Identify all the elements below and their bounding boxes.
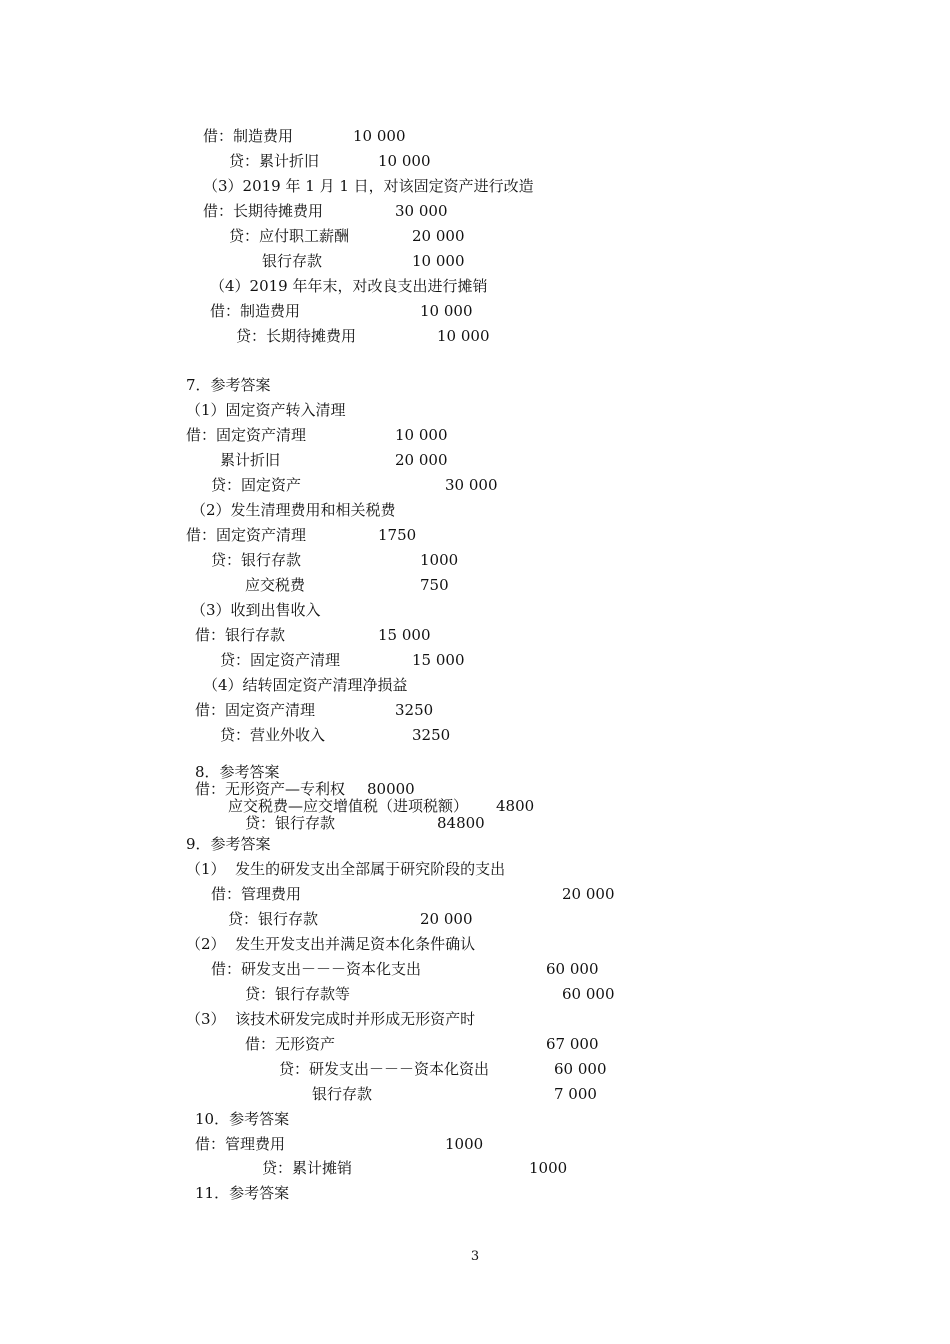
- entry-text-l33: （2） 发生开发支出并满足资本化条件确认: [186, 935, 476, 953]
- entry-text-l26: 借：无形资产—专利权: [195, 780, 346, 798]
- entry-text-l10: 7．参考答案: [186, 376, 271, 394]
- entry-amount-l34: 60 000: [546, 960, 599, 978]
- entry-text-l38: 贷：研发支出－－－资本化资出: [279, 1060, 490, 1078]
- entry-amount-l42: 1000: [529, 1159, 568, 1177]
- entry-amount-l41: 1000: [445, 1135, 484, 1153]
- entry-text-l34: 借：研发支出－－－资本化支出: [211, 960, 422, 978]
- entry-amount-l13: 20 000: [395, 451, 448, 469]
- entry-amount-l39: 7 000: [554, 1085, 597, 1103]
- entry-amount-l31: 20 000: [562, 885, 615, 903]
- entry-amount-l24: 3250: [412, 726, 451, 744]
- entry-text-l24: 贷：营业外收入: [220, 726, 326, 744]
- entry-amount-l35: 60 000: [562, 985, 615, 1003]
- entry-text-l28: 贷：银行存款: [245, 814, 336, 832]
- entry-amount-l09: 10 000: [437, 327, 490, 345]
- entry-amount-l02: 10 000: [378, 152, 431, 170]
- entry-amount-l08: 10 000: [420, 302, 473, 320]
- entry-text-l18: 应交税费: [245, 576, 306, 594]
- entry-amount-l12: 10 000: [395, 426, 448, 444]
- entry-amount-l21: 15 000: [412, 651, 465, 669]
- entry-amount-l23: 3250: [395, 701, 434, 719]
- entry-text-l41: 借：管理费用: [195, 1135, 286, 1153]
- entry-text-l19: （3）收到出售收入: [191, 601, 321, 619]
- entry-text-l23: 借：固定资产清理: [195, 701, 316, 719]
- entry-text-l31: 借：管理费用: [211, 885, 302, 903]
- entry-amount-l32: 20 000: [420, 910, 473, 928]
- entry-text-l16: 借：固定资产清理: [186, 526, 307, 544]
- entry-amount-l20: 15 000: [378, 626, 431, 644]
- entry-text-l09: 贷：长期待摊费用: [236, 327, 357, 345]
- entry-text-l21: 贷：固定资产清理: [220, 651, 341, 669]
- entry-text-l06: 银行存款: [262, 252, 323, 270]
- entry-text-l07: （4）2019 年年末，对改良支出进行摊销: [210, 277, 488, 295]
- entry-text-l11: （1）固定资产转入清理: [186, 401, 346, 419]
- entry-text-l08: 借：制造费用: [210, 302, 301, 320]
- entry-text-l17: 贷：银行存款: [211, 551, 302, 569]
- entry-text-l37: 借：无形资产: [245, 1035, 336, 1053]
- entry-text-l29: 9．参考答案: [186, 835, 271, 853]
- entry-amount-l16: 1750: [378, 526, 417, 544]
- entry-text-l12: 借：固定资产清理: [186, 426, 307, 444]
- entry-text-l42: 贷：累计摊销: [262, 1159, 353, 1177]
- entry-amount-l14: 30 000: [445, 476, 498, 494]
- entry-amount-l17: 1000: [420, 551, 459, 569]
- entry-text-l35: 贷：银行存款等: [245, 985, 351, 1003]
- entry-text-l15: （2）发生清理费用和相关税费: [191, 501, 396, 519]
- entry-text-l36: （3） 该技术研发完成时并形成无形资产时: [186, 1010, 476, 1028]
- entry-text-l32: 贷：银行存款: [228, 910, 319, 928]
- entry-amount-l04: 30 000: [395, 202, 448, 220]
- entry-text-l22: （4）结转固定资产清理净损益: [203, 676, 408, 694]
- entry-amount-l18: 750: [420, 576, 449, 594]
- entry-text-l27: 应交税费—应交增值税（进项税额）: [228, 797, 469, 815]
- entry-text-l04: 借：长期待摊费用: [203, 202, 324, 220]
- entry-amount-l37: 67 000: [546, 1035, 599, 1053]
- entry-amount-l28: 84800: [437, 814, 485, 832]
- entry-text-l39: 银行存款: [312, 1085, 373, 1103]
- entry-amount-l06: 10 000: [412, 252, 465, 270]
- entry-text-l13: 累计折旧: [220, 451, 281, 469]
- entry-text-l30: （1） 发生的研发支出全部属于研究阶段的支出: [186, 860, 506, 878]
- entry-text-l25: 8．参考答案: [195, 763, 280, 781]
- entry-text-l02: 贷：累计折旧: [229, 152, 320, 170]
- entry-amount-l05: 20 000: [412, 227, 465, 245]
- entry-amount-l26: 80000: [367, 780, 415, 798]
- entry-amount-l38: 60 000: [554, 1060, 607, 1078]
- entry-text-l01: 借：制造费用: [203, 127, 294, 145]
- entry-text-l20: 借：银行存款: [195, 626, 286, 644]
- entry-text-l03: （3）2019 年 1 月 1 日，对该固定资产进行改造: [203, 177, 534, 195]
- entry-text-l05: 贷：应付职工薪酬: [229, 227, 350, 245]
- entry-amount-l27: 4800: [496, 797, 535, 815]
- entry-text-l40: 10．参考答案: [195, 1110, 290, 1128]
- page-number: 3: [470, 1249, 480, 1264]
- entry-amount-l01: 10 000: [353, 127, 406, 145]
- entry-text-l14: 贷：固定资产: [211, 476, 302, 494]
- entry-text-l43: 11．参考答案: [195, 1184, 290, 1202]
